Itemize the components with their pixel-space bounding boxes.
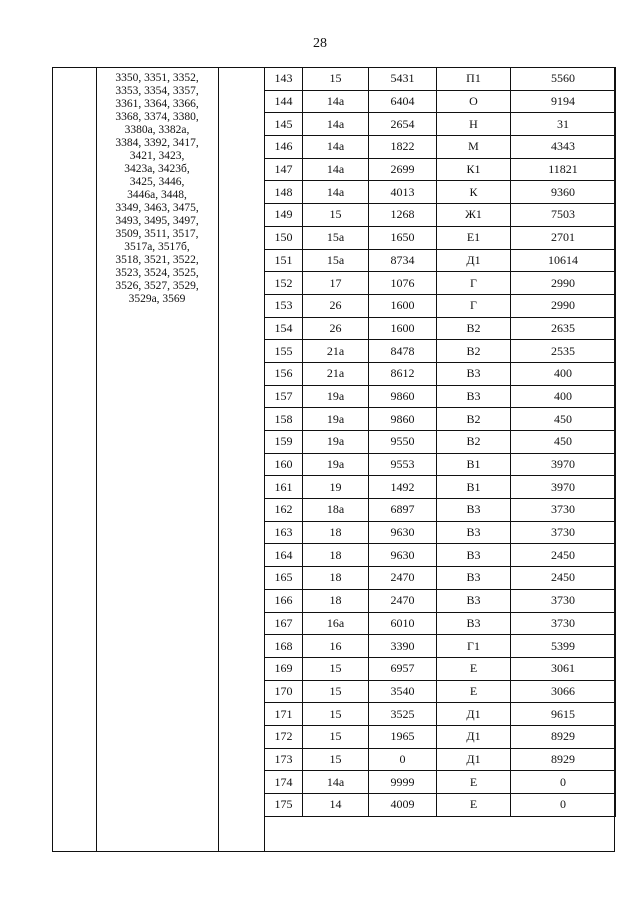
table-cell: К1: [437, 158, 511, 181]
table-cell: 2450: [511, 544, 616, 567]
table-cell: 2635: [511, 317, 616, 340]
table-body: [265, 68, 616, 817]
table-cell: 26: [303, 317, 369, 340]
table-cell: Е: [437, 657, 511, 680]
table-cell: 147: [265, 158, 303, 181]
table-cell: 172: [265, 725, 303, 748]
table-cell: 9194: [511, 90, 616, 113]
table-cell: 158: [265, 408, 303, 431]
table-row: [265, 521, 616, 544]
table-cell: 18: [303, 589, 369, 612]
table-cell: Д1: [437, 249, 511, 272]
table-cell: Е: [437, 680, 511, 703]
table-cell: Г1: [437, 635, 511, 658]
table-cell: В3: [437, 499, 511, 522]
table-cell: 15: [303, 68, 369, 91]
table-cell: 15а: [303, 226, 369, 249]
table-row: [265, 385, 616, 408]
table-cell: В2: [437, 408, 511, 431]
table-cell: 3970: [511, 453, 616, 476]
table-cell: 143: [265, 68, 303, 91]
table-row: [265, 113, 616, 136]
table-cell: 17: [303, 272, 369, 295]
table-cell: 450: [511, 431, 616, 454]
table-row: [265, 90, 616, 113]
table-row: [265, 294, 616, 317]
table-cell: 2535: [511, 340, 616, 363]
table-cell: 15: [303, 748, 369, 771]
table-cell: 5399: [511, 635, 616, 658]
table-cell: 15: [303, 703, 369, 726]
table-cell: В2: [437, 431, 511, 454]
table-cell: 160: [265, 453, 303, 476]
data-table: [264, 67, 616, 817]
table-cell: К: [437, 181, 511, 204]
table-cell: 151: [265, 249, 303, 272]
table-cell: 19а: [303, 385, 369, 408]
table-cell: 26: [303, 294, 369, 317]
table-row: [265, 249, 616, 272]
table-cell: 153: [265, 294, 303, 317]
table-cell: 171: [265, 703, 303, 726]
table-cell: Е: [437, 771, 511, 794]
table-cell: 1600: [369, 317, 437, 340]
table-cell: 1650: [369, 226, 437, 249]
table-row: [265, 431, 616, 454]
table-cell: 161: [265, 476, 303, 499]
table-cell: 3730: [511, 612, 616, 635]
table-cell: 1076: [369, 272, 437, 295]
table-cell: 9630: [369, 521, 437, 544]
table-cell: 165: [265, 567, 303, 590]
table-cell: В3: [437, 544, 511, 567]
address-list: 3350, 3351, 3352, 3353, 3354, 3357, 3361, 3364, 3366, 3368, 3374, 3380, 3380а, 3382а, 3384, 3392, 3417, 3421, 3423, 3423а, 3423б, 3425, 3446, 3446а, 3448, 3349, 3463, 3475, 3493, 3495, 3497, 3509, 3511, 3517, 3517а, 3517б, 3518, 3521, 3522, 3523, 3524, 3525, 3526, 3527, 3529, 3529а, 3569: [115, 72, 199, 305]
table-row: [265, 226, 616, 249]
table-cell: Е: [437, 794, 511, 817]
table-cell: В2: [437, 340, 511, 363]
table-row: [265, 340, 616, 363]
table-cell: 14а: [303, 158, 369, 181]
table-cell: В3: [437, 521, 511, 544]
table-cell: 14а: [303, 90, 369, 113]
table-cell: О: [437, 90, 511, 113]
table-cell: 2450: [511, 567, 616, 590]
table-cell: 149: [265, 204, 303, 227]
table-row: [265, 680, 616, 703]
table-cell: 4013: [369, 181, 437, 204]
table-cell: 174: [265, 771, 303, 794]
table-cell: 157: [265, 385, 303, 408]
table-row: [265, 794, 616, 817]
table-cell: 5431: [369, 68, 437, 91]
table-cell: 16: [303, 635, 369, 658]
table-cell: 3730: [511, 521, 616, 544]
table-row: [265, 476, 616, 499]
table-cell: 9630: [369, 544, 437, 567]
table-cell: 9360: [511, 181, 616, 204]
table-cell: 9550: [369, 431, 437, 454]
table-cell: Д1: [437, 748, 511, 771]
table-cell: В3: [437, 589, 511, 612]
table-cell: 166: [265, 589, 303, 612]
table-cell: 7503: [511, 204, 616, 227]
table-cell: 18: [303, 544, 369, 567]
table-cell: 10614: [511, 249, 616, 272]
table-cell: 154: [265, 317, 303, 340]
table-cell: 18: [303, 521, 369, 544]
table-cell: Г: [437, 294, 511, 317]
table-row: [265, 181, 616, 204]
table-cell: 3970: [511, 476, 616, 499]
table-cell: 170: [265, 680, 303, 703]
table-cell: 152: [265, 272, 303, 295]
table-cell: В1: [437, 453, 511, 476]
table-cell: 19а: [303, 408, 369, 431]
table-cell: 175: [265, 794, 303, 817]
table-cell: Е1: [437, 226, 511, 249]
table-cell: 3540: [369, 680, 437, 703]
table-cell: 21а: [303, 340, 369, 363]
table-cell: 159: [265, 431, 303, 454]
table-cell: 21а: [303, 362, 369, 385]
table-cell: 5560: [511, 68, 616, 91]
table-cell: 16а: [303, 612, 369, 635]
table-cell: 1600: [369, 294, 437, 317]
table-cell: 3066: [511, 680, 616, 703]
table-cell: 148: [265, 181, 303, 204]
table-cell: 15а: [303, 249, 369, 272]
table-cell: 6897: [369, 499, 437, 522]
table-cell: 9999: [369, 771, 437, 794]
table-cell: 3061: [511, 657, 616, 680]
table-cell: В2: [437, 317, 511, 340]
table-cell: 8478: [369, 340, 437, 363]
table-cell: 1965: [369, 725, 437, 748]
table-row: [265, 158, 616, 181]
page-number: 28: [313, 36, 327, 51]
table-cell: 169: [265, 657, 303, 680]
table-cell: 167: [265, 612, 303, 635]
table-cell: 9860: [369, 408, 437, 431]
table-cell: В3: [437, 567, 511, 590]
table-row: [265, 408, 616, 431]
table-cell: 3390: [369, 635, 437, 658]
table-cell: 155: [265, 340, 303, 363]
table-cell: 2654: [369, 113, 437, 136]
table-cell: 9615: [511, 703, 616, 726]
table-cell: 14: [303, 794, 369, 817]
table-cell: Д1: [437, 725, 511, 748]
table-cell: 14а: [303, 771, 369, 794]
table-cell: 11821: [511, 158, 616, 181]
table-cell: 19а: [303, 431, 369, 454]
table-row: [265, 612, 616, 635]
table-cell: 6404: [369, 90, 437, 113]
table-cell: Ж1: [437, 204, 511, 227]
table-row: [265, 68, 616, 91]
table-cell: 15: [303, 725, 369, 748]
table-cell: 8734: [369, 249, 437, 272]
table-cell: 2990: [511, 272, 616, 295]
column-divider: [218, 67, 219, 852]
table-cell: 145: [265, 113, 303, 136]
table-cell: 144: [265, 90, 303, 113]
table-cell: Г: [437, 272, 511, 295]
table-cell: 19а: [303, 453, 369, 476]
table-row: [265, 567, 616, 590]
table-cell: 0: [511, 771, 616, 794]
table-row: [265, 204, 616, 227]
table-cell: 400: [511, 385, 616, 408]
table-row: [265, 136, 616, 159]
table-cell: Д1: [437, 703, 511, 726]
table-row: [265, 589, 616, 612]
table-row: [265, 635, 616, 658]
table-cell: 8612: [369, 362, 437, 385]
table-row: [265, 657, 616, 680]
table-row: [265, 748, 616, 771]
table-cell: В1: [437, 476, 511, 499]
table-cell: 156: [265, 362, 303, 385]
table-cell: 8929: [511, 748, 616, 771]
table-cell: 15: [303, 680, 369, 703]
table-cell: 2470: [369, 567, 437, 590]
table-cell: 173: [265, 748, 303, 771]
table-cell: 2470: [369, 589, 437, 612]
table-row: [265, 725, 616, 748]
table-cell: 31: [511, 113, 616, 136]
table-cell: 8929: [511, 725, 616, 748]
table-cell: 4009: [369, 794, 437, 817]
table-row: [265, 362, 616, 385]
table-row: [265, 499, 616, 522]
table-cell: 1822: [369, 136, 437, 159]
table-cell: 164: [265, 544, 303, 567]
table-cell: 3730: [511, 589, 616, 612]
table-cell: 19: [303, 476, 369, 499]
table-cell: 0: [511, 794, 616, 817]
table-cell: 3730: [511, 499, 616, 522]
table-cell: 18: [303, 567, 369, 590]
table-cell: 0: [369, 748, 437, 771]
table-row: [265, 317, 616, 340]
table-cell: 6957: [369, 657, 437, 680]
table-cell: В3: [437, 612, 511, 635]
table-cell: 450: [511, 408, 616, 431]
table-cell: 2990: [511, 294, 616, 317]
table-cell: 400: [511, 362, 616, 385]
table-cell: 4343: [511, 136, 616, 159]
table-cell: 15: [303, 204, 369, 227]
table-cell: 3525: [369, 703, 437, 726]
table-cell: В3: [437, 385, 511, 408]
table-cell: В3: [437, 362, 511, 385]
table-cell: 6010: [369, 612, 437, 635]
table-cell: 18а: [303, 499, 369, 522]
table-cell: 150: [265, 226, 303, 249]
table-row: [265, 272, 616, 295]
table-cell: 15: [303, 657, 369, 680]
table-cell: 163: [265, 521, 303, 544]
table-cell: 2699: [369, 158, 437, 181]
table-row: [265, 703, 616, 726]
table-cell: 146: [265, 136, 303, 159]
table-cell: 1268: [369, 204, 437, 227]
table-cell: 1492: [369, 476, 437, 499]
table-cell: 9860: [369, 385, 437, 408]
table-cell: 162: [265, 499, 303, 522]
table-cell: 2701: [511, 226, 616, 249]
table-cell: 14а: [303, 113, 369, 136]
table-cell: М: [437, 136, 511, 159]
table-cell: Н: [437, 113, 511, 136]
table-row: [265, 453, 616, 476]
table-cell: 168: [265, 635, 303, 658]
table-cell: 14а: [303, 181, 369, 204]
table-row: [265, 771, 616, 794]
table-cell: П1: [437, 68, 511, 91]
table-cell: 14а: [303, 136, 369, 159]
table-row: [265, 544, 616, 567]
table-cell: 9553: [369, 453, 437, 476]
